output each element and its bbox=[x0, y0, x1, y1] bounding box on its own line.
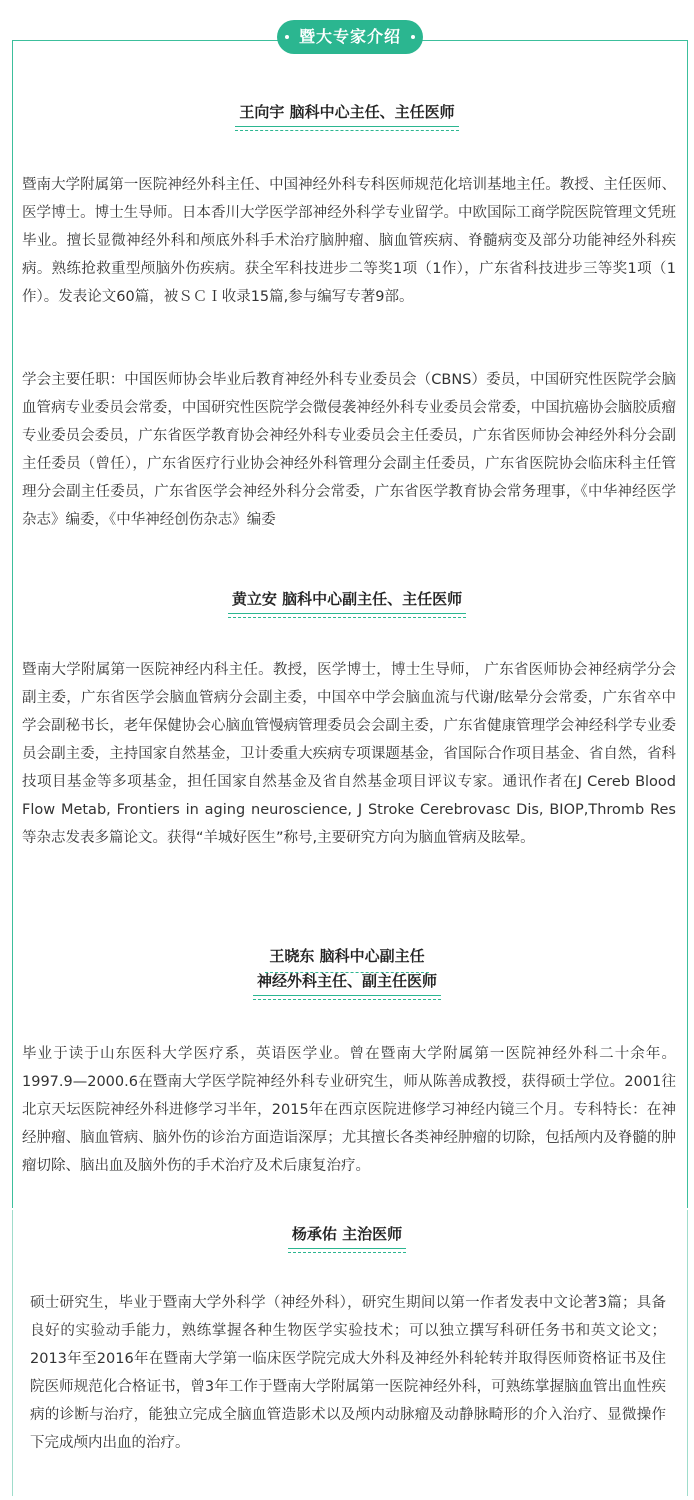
expert-title bbox=[0, 1222, 694, 1249]
expert-title-text: 黄立安 脑科中心副主任、主任医师 bbox=[228, 587, 466, 614]
expert-title-line1: 王晓东 脑科中心副主任 bbox=[265, 944, 428, 968]
expert-title bbox=[0, 587, 694, 614]
expert-bio: 毕业于读于山东医科大学医疗系，英语医学业。曾在暨南大学附属第一医院神经外科二十余年。1997.9—2000.6在暨南大学医学院神经外科专业研究生，师从陈善成教授，获得硕士学位。2001往北京天坛医院神经外科进修学习半年，2015年在西京医院进修学习神经内镜三个月。专科特长：在神经肿瘤、脑血管病、脑外伤的诊治方面造诣深厚；尤其擅长各类神经肿瘤的切除，包括颅内及脊髓的肿瘤切除、脑出血及脑外伤的手术治疗及术后康复治疗。 bbox=[22, 1046, 676, 1174]
expert-title-line2: 神经外科主任、副主任医师 bbox=[253, 969, 441, 996]
expert-title bbox=[0, 944, 694, 968]
expert-bio: 硕士研究生，毕业于暨南大学外科学（神经外科），研究生期间以第一作者发表中文论著3篇；具备良好的实验动手能力，熟练掌握各种生物医学实验技术；可以独立撰写科研任务书和英文论文； 2013年至2016年在暨南大学第一临床医学院完成大外科及神经外科轮转并取得医师资格证书及住院医师规范化合格证书，曾3年工作于暨南大学附属第一医院神经外科，可熟练掌握脑血管出血性疾病的诊断与治疗，能独立完成全脑血管造影术以及颅内动脉瘤及动静脉畸形的介入治疗、显微操作下完成颅内出血的治疗。 bbox=[30, 1295, 666, 1451]
expert-positions: 学会主要任职：中国医师协会毕业后教育神经外科专业委员会（CBNS）委员，中国研究性医院学会脑血管病专业委员会常委，中国研究性医院学会微侵袭神经外科专业委员会常委，中国抗癌协会脑胶质瘤专业委员会委员，广东省医学教育协会神经外科专业委员会主任委员，广东省医师协会神经外科分会副主任委员（曾任），广东省医疗行业协会神经外科管理分会副主任委员，广东省医院协会临床科主任管理分会副主任委员，广东省医学会神经外科分会常委，广东省医学教育协会常务理事，《中华神经医学杂志》编委，《中华神经创伤杂志》编委 bbox=[22, 372, 676, 528]
expert-bio: 暨南大学附属第一医院神经内科主任。教授，医学博士，博士生导师， 广东省医师协会神经病学分会副主委，广东省医学会脑血管病分会副主委，中国卒中学会脑血流与代谢/眩晕分会常委，广东省卒中学会副秘书长，老年保健协会心脑血管慢病管理委员会会副主委，广东省健康管理学会神经科学专业委员会副主委，主持国家自然基金，卫计委重大疾病专项课题基金，省国际合作项目基金、省自然，省科技项目基金等多项基金，担任国家自然基金及省自然基金项目评议专家。通讯作者在J Cereb Blood Flow Metab, Frontiers in aging neuroscience, J Stroke Cerebrovasc Dis, BIOP,Thromb Res等杂志发表多篇论文。获得“羊城好医生”称号,主要研究方向为脑血管病及眩晕。 bbox=[22, 662, 676, 846]
section-header-badge: 暨大专家介绍 bbox=[277, 20, 423, 54]
expert-title bbox=[0, 969, 694, 996]
expert-title bbox=[0, 100, 694, 127]
expert-title-text: 杨承佑 主治医师 bbox=[288, 1222, 406, 1249]
expert-bio: 暨南大学附属第一医院神经外科主任、中国神经外科专科医师规范化培训基地主任。教授、主任医师、医学博士。博士生导师。日本香川大学医学部神经外科学专业留学。中欧国际工商学院医院管理文凭班毕业。擅长显微神经外科和颅底外科手术治疗脑肿瘤、脑血管疾病、脊髓病变及部分功能神经外科疾病。熟练抢救重型颅脑外伤疾病。获全军科技进步二等奖1项（1作），广东省科技进步三等奖1项（1作）。发表论文60篇，被ＳＣＩ收录15篇,参与编写专著9部。 bbox=[22, 177, 676, 305]
expert-title-text: 王向宇 脑科中心主任、主任医师 bbox=[235, 100, 458, 127]
